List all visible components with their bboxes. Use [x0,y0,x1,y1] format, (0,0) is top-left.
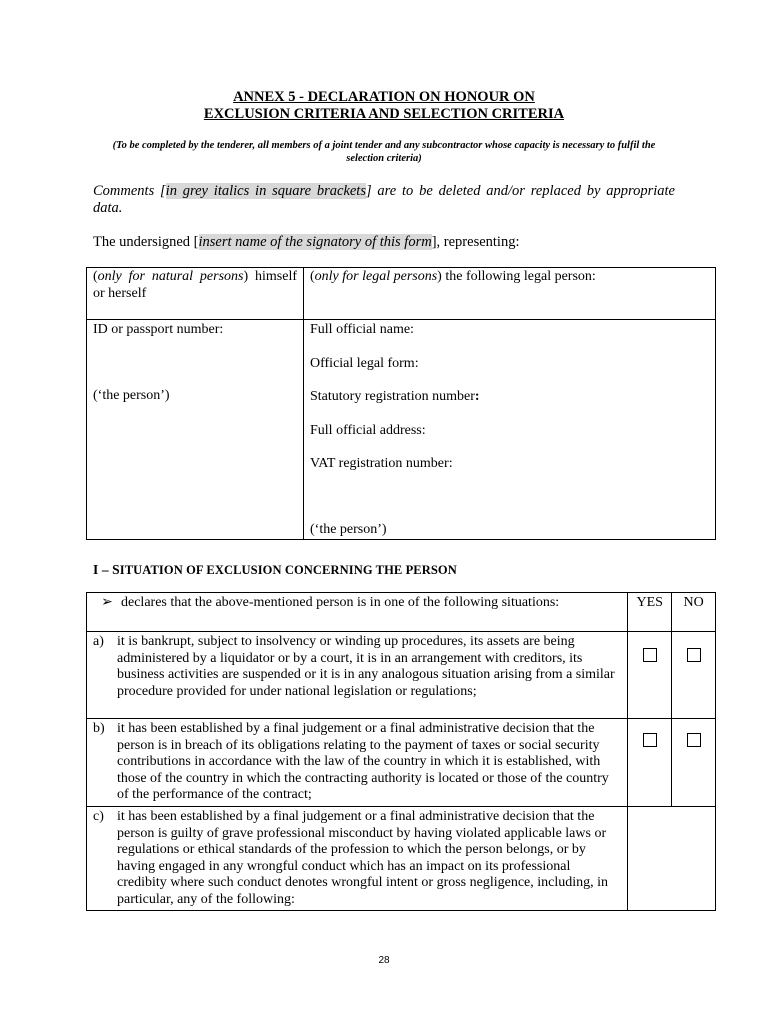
the-person-right: (‘the person’) [310,521,387,537]
undersigned-line [93,234,693,251]
row-c-label: c) [93,809,104,824]
natural-person-italic: only for natural persons [97,269,244,284]
row-a-text: it is bankrupt, subject to insolvency or winding up procedures, its assets are being administered by a liquidator or by a court, it is in an arrangement with creditors, its business activities are suspended or it is in any analogous situation arising from a similar procedure provided for under national legislation or regulations; [117,634,615,699]
annex-title-line2: EXCLUSION CRITERIA AND SELECTION CRITERIA [203,106,565,122]
declaration-intro: declares that the above-mentioned person is in one of the following situations: [121,595,560,610]
legal-person-details [304,320,716,540]
natural-person-header: (only for natural persons) himself or herself [87,268,304,320]
id-passport-label: ID or passport number: [93,322,224,337]
row-a-no-checkbox[interactable] [687,648,701,662]
declaration-intro-cell [87,593,628,632]
exclusion-situations-table [86,592,716,911]
exclusion-row-c [87,807,628,911]
row-a-no-cell [672,632,716,719]
the-person-left: (‘the person’) [93,387,170,403]
full-official-name-label: Full official name: [310,322,414,337]
statutory-registration-label [310,389,709,406]
undersigned-suffix: ], representing: [431,234,520,250]
undersigned-prefix: The undersigned [ [93,234,199,250]
legal-person-italic: only for legal persons [314,269,438,284]
page-number: 28 [378,955,390,966]
section-roman: I – [93,562,113,577]
comments-suffix: ] are to be deleted and/or replaced by appropriate data. [93,183,675,216]
person-identification-table [86,267,716,540]
comments-instruction [93,183,675,217]
row-b-yes-checkbox[interactable] [643,733,657,747]
vat-registration-label: VAT registration number: [310,456,453,471]
no-column-header: NO [672,593,716,632]
completion-note: (To be completed by the tenderer, all members of a joint tender and any subcontractor whose capacity is necessary to fulfil the selection criteria) [112,140,656,164]
row-a-label: a) [93,634,104,649]
arrow-bullet-icon: ➢ [101,595,113,610]
statutory-registration-text: Statutory registration number [310,389,475,404]
row-b-no-cell [672,719,716,807]
signatory-name-placeholder[interactable]: insert name of the signatory of this form [198,234,432,250]
exclusion-row-b [87,719,628,807]
row-a-yes-checkbox[interactable] [643,648,657,662]
legal-person-header: (only for legal persons) the following legal person: [304,268,716,320]
section-heading-exclusion [93,562,457,578]
row-b-no-checkbox[interactable] [687,733,701,747]
row-b-text: it has been established by a final judgement or a final administrative decision that the person is in breach of its obligations relating to the payment of taxes or social security contributions in accordance with the law of the country in which it is established, with those of the country in which the contracting authority is located or those of the country of the performance of the contract; [117,721,609,802]
section-initial: S [112,562,120,577]
official-legal-form-label: Official legal form: [310,355,419,371]
row-a-yes-cell [628,632,672,719]
row-c-answer-cell [628,807,716,911]
row-b-yes-cell [628,719,672,807]
comments-highlight: in grey italics in square brackets [165,183,366,199]
exclusion-row-a [87,632,628,719]
section-rest: ITUATION OF EXCLUSION CONCERNING THE PERSON [119,563,457,577]
full-official-address-label: Full official address: [310,422,426,438]
row-c-text: it has been established by a final judgement or a final administrative decision that the person is guilty of grave professional misconduct by having violated applicable laws or regulations or ethical standards of the profession to which the person belongs, or by having engaged in any wrongful conduct which has an impact on its professional credibity where such conduct denotes wrongful intent or gross negligence, including, in particular, any of the following: [117,809,609,907]
statutory-registration-colon: : [474,389,480,404]
legal-person-rest: the following legal person: [441,269,596,284]
natural-person-rest: himself or herself [93,269,297,301]
natural-person-details [87,320,304,540]
comments-prefix: Comments [ [93,183,166,199]
row-b-label: b) [93,721,105,736]
yes-column-header: YES [628,593,672,632]
annex-title-line1: ANNEX 5 - DECLARATION ON HONOUR ON [233,89,535,105]
